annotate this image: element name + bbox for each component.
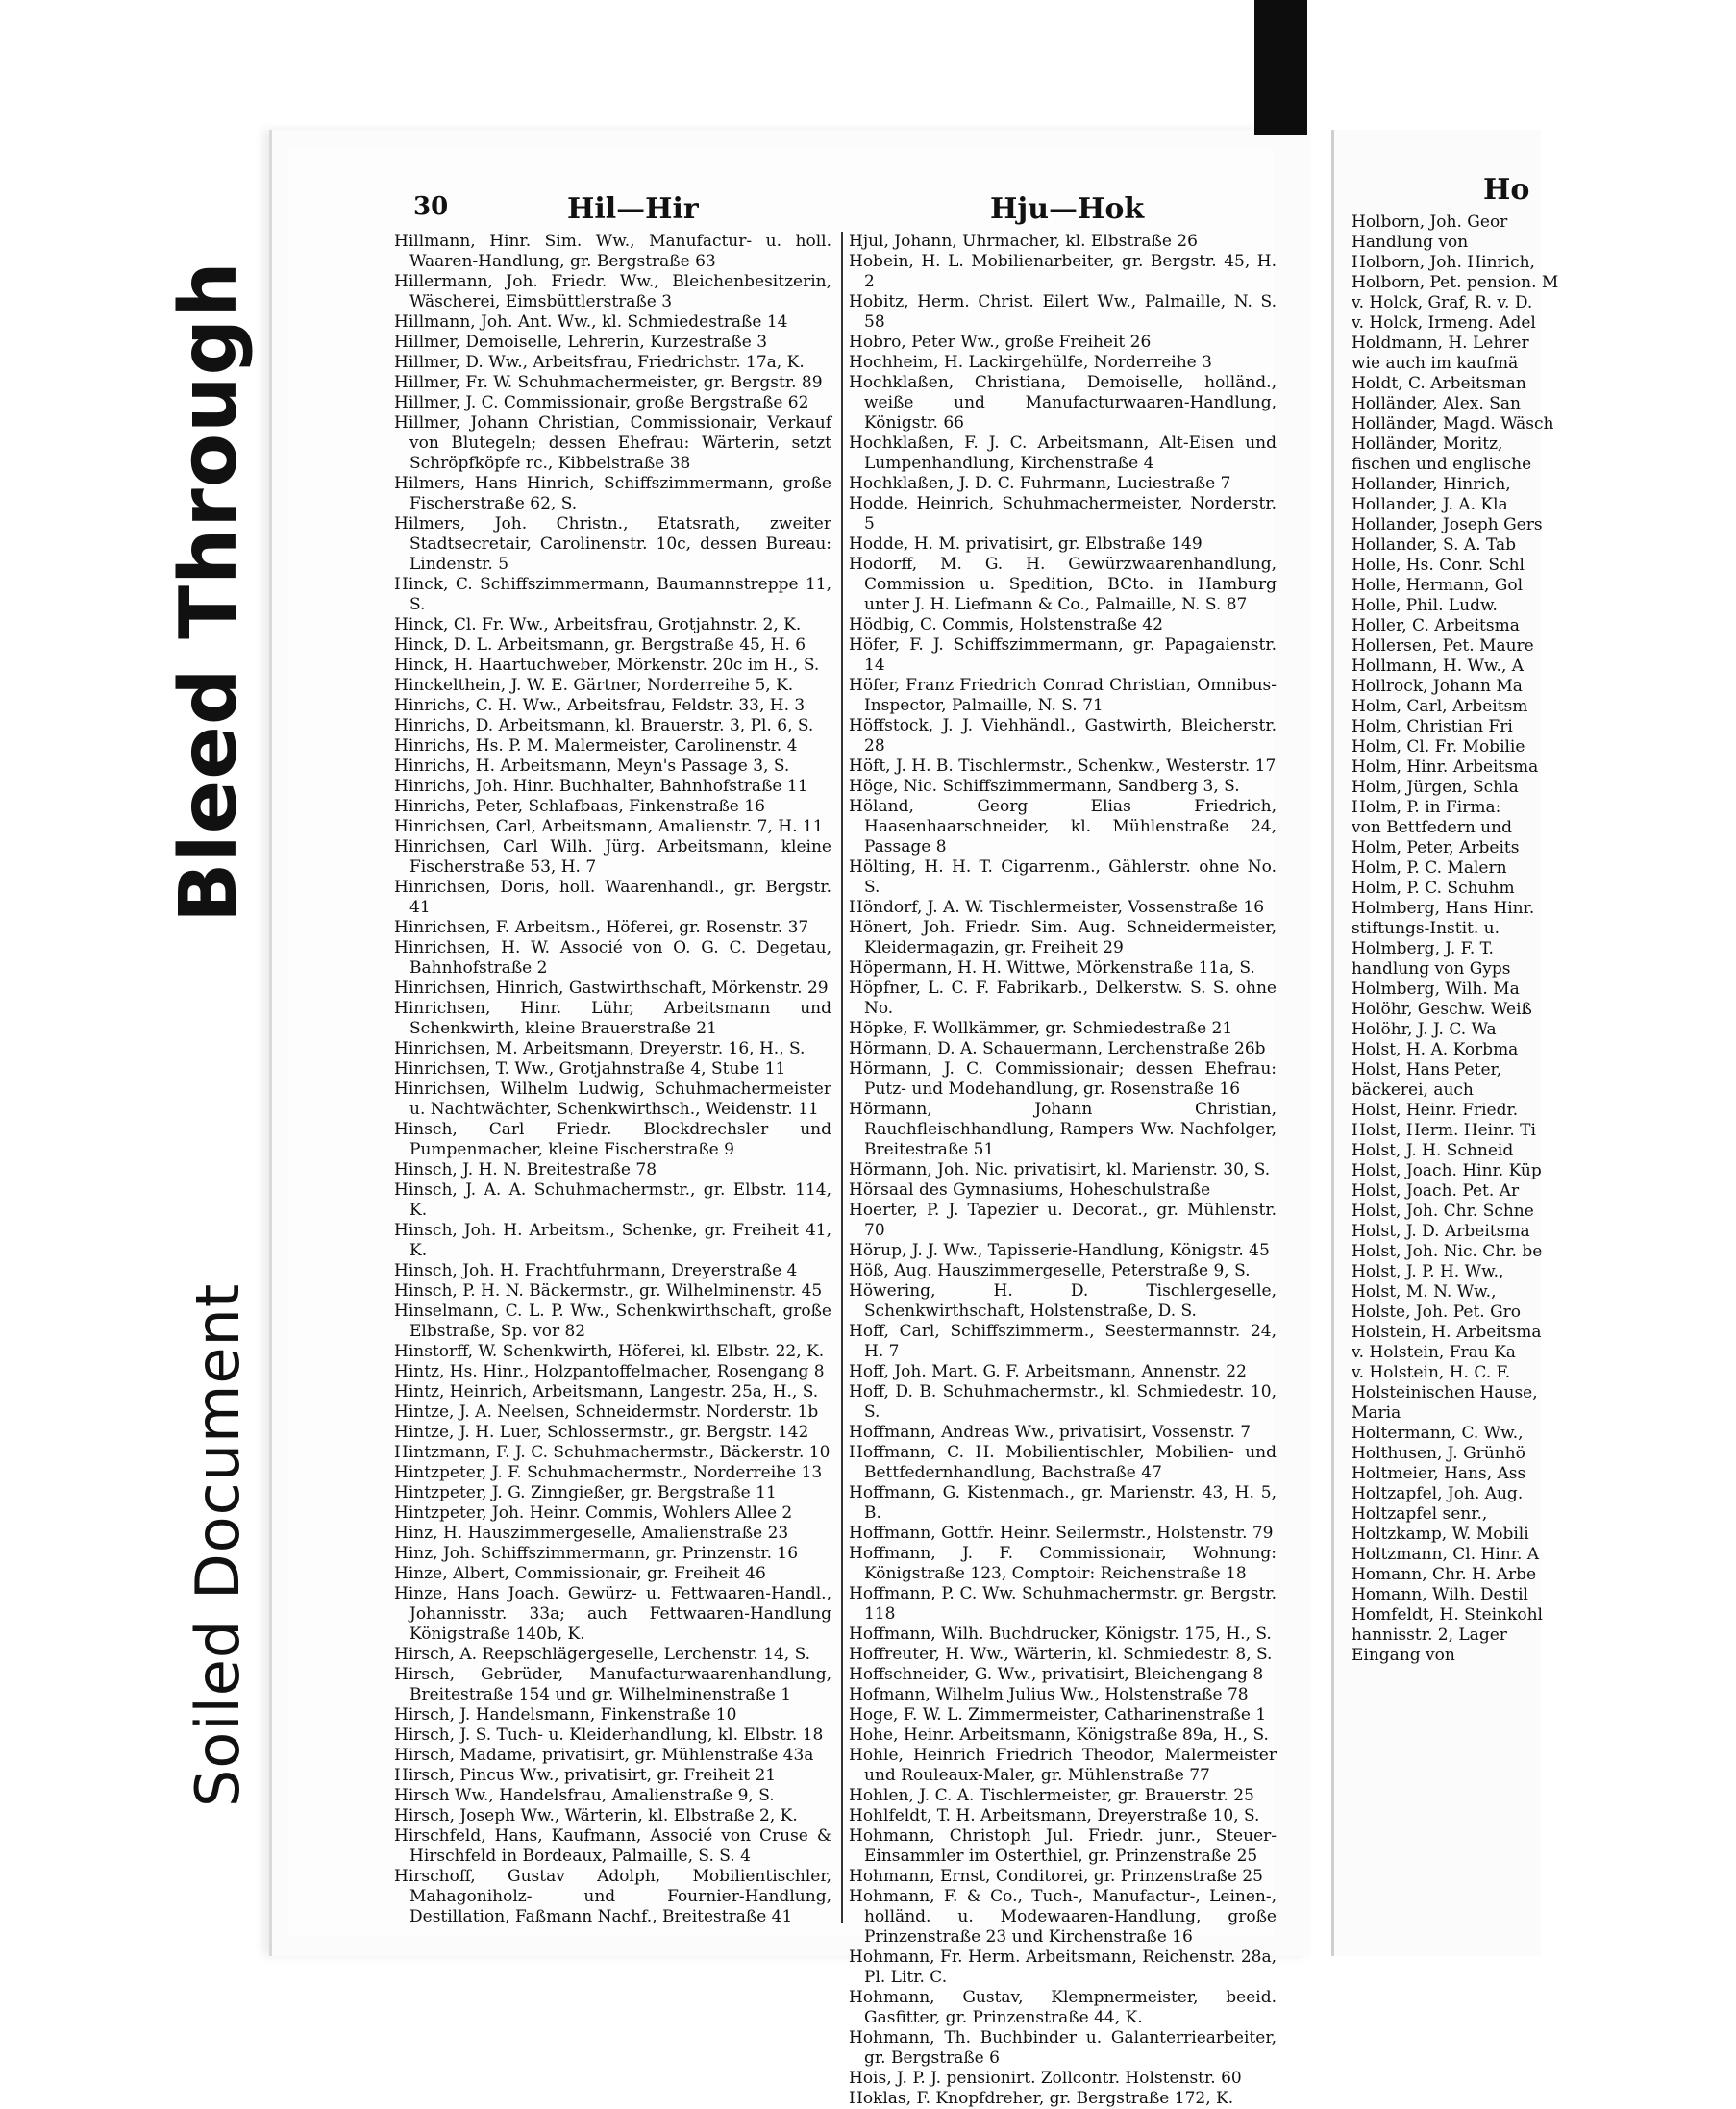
running-header-left: Hil—Hir: [567, 192, 699, 226]
directory-entry: Holm, P. C. Schuhm: [1352, 879, 1515, 898]
directory-entry: Hinck, C. Schiffszimmermann, Baumannstreppe 11, S.: [394, 575, 831, 614]
directory-column-next-page: [1352, 212, 1736, 1666]
directory-entry: hannisstr. 2, Lager: [1352, 1625, 1507, 1645]
directory-entry: Hinstorff, W. Schenkwirth, Höferei, kl. Elbstr. 22, K.: [394, 1342, 825, 1361]
directory-entry: Hohlfeldt, T. H. Arbeitsmann, Dreyerstraße 10, S.: [849, 1806, 1260, 1825]
directory-entry: Höß, Aug. Hauszimmergeselle, Peterstraße 9, S.: [849, 1261, 1251, 1280]
directory-entry: Holle, Hs. Conr. Schl: [1352, 556, 1525, 575]
directory-entry: Hinz, Joh. Schiffszimmermann, gr. Prinzenstr. 16: [394, 1544, 799, 1563]
directory-entry: Höland, Georg Elias Friedrich, Haasenhaarschneider, kl. Mühlenstraße 24, Passage 8: [849, 797, 1277, 856]
directory-entry: Hillmer, Fr. W. Schuhmachermeister, gr. Bergstr. 89: [394, 373, 823, 392]
directory-entry: Hoffmann, C. H. Mobilientischler, Mobilien- und Bettfedernhandlung, Bachstraße 47: [849, 1443, 1277, 1482]
directory-entry: Hilmers, Joh. Christn., Etatsrath, zweiter Stadtsecretair, Carolinenstr. 10c, dessen Bureau: Lindenstr. 5: [394, 514, 831, 574]
directory-entry: Hintz, Heinrich, Arbeitsmann, Langestr. 25a, H., S.: [394, 1382, 819, 1402]
directory-entry: Hoffmann, P. C. Ww. Schuhmachermstr. gr. Bergstr. 118: [849, 1584, 1277, 1624]
directory-entry: v. Holck, Irmeng. Adel: [1352, 313, 1536, 333]
directory-entry: Hollander, S. A. Tab: [1352, 535, 1516, 555]
directory-entry: Hillmer, D. Ww., Arbeitsfrau, Friedrichstr. 17a, K.: [394, 353, 805, 372]
directory-entry: Holtzmann, Cl. Hinr. A: [1352, 1545, 1540, 1564]
directory-entry: Holthusen, J. Grünhö: [1352, 1444, 1525, 1463]
running-header-right: Hju—Hok: [990, 192, 1145, 226]
directory-entry: Höpermann, H. H. Wittwe, Mörkenstraße 11a, S.: [849, 958, 1255, 978]
directory-entry: Hinrichsen, T. Ww., Grotjahnstraße 4, Stube 11: [394, 1059, 786, 1079]
directory-entry: Hinrichsen, Carl, Arbeitsmann, Amalienstr. 7, H. 11: [394, 817, 824, 836]
directory-entry: Hollander, J. A. Kla: [1352, 495, 1508, 514]
directory-entry: Holtermann, C. Ww.,: [1352, 1424, 1524, 1443]
directory-entry: Holm, P. C. Malern: [1352, 858, 1507, 878]
directory-entry: Hinrichsen, M. Arbeitsmann, Dreyerstr. 16, H., S.: [394, 1039, 806, 1058]
directory-entry: Hinsch, Carl Friedr. Blockdrechsler und Pumpenmacher, kleine Fischerstraße 9: [394, 1120, 831, 1159]
directory-entry: Hintzpeter, J. F. Schuhmachermstr., Norderreihe 13: [394, 1463, 823, 1482]
book-edge-shadow: [1254, 0, 1307, 135]
directory-entry: Hinsch, J. H. N. Breitestraße 78: [394, 1160, 657, 1179]
directory-entry: Hintzpeter, J. G. Zinngießer, gr. Bergstraße 11: [394, 1483, 777, 1502]
directory-entry: Hohmann, F. & Co., Tuch-, Manufactur-, Leinen-, holländ. u. Modewaaren-Handlung, große Prinzenstraße 23 und Kirchenstraße 16: [849, 1887, 1277, 1947]
directory-entry: Hinsch, Joh. H. Arbeitsm., Schenke, gr. Freiheit 41, K.: [394, 1221, 831, 1260]
directory-entry: Hollrock, Johann Ma: [1352, 677, 1523, 696]
directory-entry: Holmberg, Wilh. Ma: [1352, 980, 1520, 999]
directory-entry: Hirsch, Gebrüder, Manufacturwaarenhandlung, Breitestraße 154 und gr. Wilhelminenstraße 1: [394, 1665, 831, 1704]
directory-entry: Hoffmann, G. Kistenmach., gr. Marienstr. 43, H. 5, B.: [849, 1483, 1277, 1523]
directory-entry: Holstein, H. Arbeitsma: [1352, 1323, 1542, 1342]
directory-entry: Hillmer, Johann Christian, Commissionair, Verkauf von Blutegeln; dessen Ehefrau: Wärterin, setzt Schröpfköpfe rc., Kibbelstraße 38: [394, 413, 831, 473]
directory-entry: Hochklaßen, Christiana, Demoiselle, holländ., weiße und Manufacturwaaren-Handlung, Königstr. 66: [849, 373, 1277, 433]
directory-entry: Hinrichsen, Carl Wilh. Jürg. Arbeitsmann, kleine Fischerstraße 53, H. 7: [394, 837, 831, 877]
directory-entry: Hodde, H. M. privatisirt, gr. Elbstraße 149: [849, 534, 1203, 554]
directory-entry: Holdt, C. Arbeitsman: [1352, 374, 1526, 393]
directory-entry: Hilmers, Hans Hinrich, Schiffszimmermann, große Fischerstraße 62, S.: [394, 474, 831, 513]
directory-entry: Hirsch, J. Handelsmann, Finkenstraße 10: [394, 1705, 737, 1724]
directory-entry: Hofmann, Wilhelm Julius Ww., Holstenstraße 78: [849, 1685, 1249, 1704]
directory-entry: Holst, Joh. Chr. Schne: [1352, 1202, 1534, 1221]
directory-entry: Hinsch, P. H. N. Bäckermstr., gr. Wilhelminenstr. 45: [394, 1281, 823, 1301]
directory-entry: Holborn, Joh. Geor: [1352, 212, 1508, 232]
directory-entry: Hohle, Heinrich Friedrich Theodor, Malermeister und Rouleaux-Maler, gr. Mühlenstraße 77: [849, 1746, 1277, 1785]
directory-entry: Hinze, Hans Joach. Gewürz- u. Fettwaaren-Handl., Johannisstr. 33a; auch Fettwaaren-Handlung Königstraße 140b, K.: [394, 1584, 831, 1644]
directory-entry: Hoffschneider, G. Ww., privatisirt, Bleichengang 8: [849, 1665, 1264, 1684]
directory-entry: Homann, Chr. H. Arbe: [1352, 1565, 1537, 1584]
directory-entry: Holborn, Pet. pension. M: [1352, 273, 1559, 292]
directory-entry: Hinrichs, H. Arbeitsmann, Meyn's Passage 3, S.: [394, 757, 790, 776]
directory-entry: Hirschoff, Gustav Adolph, Mobilientischler, Mahagoniholz- und Fournier-Handlung, Destillation, Faßmann Nachf., Breitestraße 41: [394, 1867, 831, 1926]
directory-entry: Hinrichsen, F. Arbeitsm., Höferei, gr. Rosenstr. 37: [394, 918, 809, 937]
directory-entry: bäckerei, auch: [1352, 1080, 1474, 1100]
directory-entry: Holtzkamp, W. Mobili: [1352, 1525, 1529, 1544]
directory-entry: Hoffmann, Andreas Ww., privatisirt, Vossenstr. 7: [849, 1423, 1252, 1442]
next-page-header: Ho: [1483, 173, 1530, 207]
directory-entry: Holm, Christian Fri: [1352, 717, 1513, 736]
directory-entry: Höft, J. H. B. Tischlermstr., Schenkw., Westerstr. 17: [849, 757, 1277, 776]
next-page-fragment: [1331, 130, 1559, 1956]
directory-entry: Hintzmann, F. J. C. Schuhmachermstr., Bäckerstr. 10: [394, 1443, 831, 1462]
directory-entry: Holländer, Moritz,: [1352, 434, 1503, 454]
directory-entry: Hinrichsen, Hinr. Lühr, Arbeitsmann und Schenkwirth, kleine Brauerstraße 21: [394, 999, 831, 1038]
page-number: 30: [413, 192, 449, 221]
directory-entry: handlung von Gyps: [1352, 959, 1511, 979]
directory-entry: von Bettfedern und: [1352, 818, 1512, 837]
directory-entry: Holborn, Joh. Hinrich,: [1352, 253, 1535, 272]
directory-entry: Hinze, Albert, Commissionair, gr. Freiheit 46: [394, 1564, 766, 1583]
bleed-through-label: Bleed Through: [163, 261, 255, 923]
directory-entry: Hinsch, Joh. H. Frachtfuhrmann, Dreyerstraße 4: [394, 1261, 798, 1280]
directory-entry: v. Holstein, H. C. F.: [1352, 1363, 1511, 1382]
directory-entry: Homfeldt, H. Steinkohl: [1352, 1605, 1543, 1625]
directory-entry: Holtzapfel, Joh. Aug.: [1352, 1484, 1524, 1503]
directory-entry: Hillmer, Demoiselle, Lehrerin, Kurzestraße 3: [394, 333, 768, 352]
directory-entry: Hinckelthein, J. W. E. Gärtner, Norderreihe 5, K.: [394, 676, 794, 695]
directory-entry: Holm, Cl. Fr. Mobilie: [1352, 737, 1525, 757]
directory-entry: Hinz, H. Hauszimmergeselle, Amalienstraße 23: [394, 1524, 789, 1543]
directory-entry: Holdmann, H. Lehrer: [1352, 334, 1529, 353]
directory-entry: Hirsch, Madame, privatisirt, gr. Mühlenstraße 43a: [394, 1746, 814, 1765]
directory-entry: Hochklaßen, J. D. C. Fuhrmann, Luciestraße 7: [849, 474, 1231, 493]
directory-entry: Hollander, Joseph Gers: [1352, 515, 1543, 534]
directory-entry: Holle, Hermann, Gol: [1352, 576, 1524, 595]
directory-entry: Eingang von: [1352, 1646, 1455, 1665]
directory-entry: Hinck, D. L. Arbeitsmann, gr. Bergstraße 45, H. 6: [394, 635, 806, 655]
directory-entry: Hinselmann, C. L. P. Ww., Schenkwirthschaft, große Elbstraße, Sp. vor 82: [394, 1302, 831, 1341]
directory-entry: Hochklaßen, F. J. C. Arbeitsmann, Alt-Eisen und Lumpenhandlung, Kirchenstraße 4: [849, 434, 1277, 473]
directory-entry: Hoge, F. W. L. Zimmermeister, Catharinenstraße 1: [849, 1705, 1267, 1724]
directory-entry: Maria: [1352, 1403, 1401, 1423]
directory-entry: Hoklas, F. Knopfdreher, gr. Bergstraße 172, K.: [849, 2089, 1234, 2108]
directory-entry: Holmberg, Hans Hinr.: [1352, 899, 1535, 918]
directory-entry: Holst, Herm. Heinr. Ti: [1352, 1121, 1536, 1140]
directory-entry: Hörmann, J. C. Commissionair; dessen Ehefrau: Putz- und Modehandlung, gr. Rosenstraße 16: [849, 1059, 1277, 1099]
soiled-document-label: Soiled Document: [183, 1282, 253, 1807]
directory-entry: Hinck, Cl. Fr. Ww., Arbeitsfrau, Grotjahnstr. 2, K.: [394, 615, 802, 634]
directory-entry: Hinrichsen, Doris, holl. Waarenhandl., gr. Bergstr. 41: [394, 878, 831, 917]
directory-entry: Hörup, J. J. Ww., Tapisserie-Handlung, Königstr. 45: [849, 1241, 1270, 1260]
directory-column-left: [394, 232, 831, 1927]
directory-entry: Höffstock, J. J. Viehhändl., Gastwirth, Bleicherstr. 28: [849, 716, 1277, 756]
directory-entry: Hochheim, H. Lackirgehülfe, Norderreihe 3: [849, 353, 1212, 372]
directory-entry: Höge, Nic. Schiffszimmermann, Sandberg 3, S.: [849, 777, 1240, 796]
directory-entry: Hobro, Peter Ww., große Freiheit 26: [849, 333, 1152, 352]
directory-entry: Hintze, J. H. Luer, Schlossermstr., gr. Bergstr. 142: [394, 1423, 809, 1442]
directory-entry: Holländer, Magd. Wäsch: [1352, 414, 1554, 434]
directory-entry: Hirsch, Pincus Ww., privatisirt, gr. Freiheit 21: [394, 1766, 777, 1785]
directory-entry: fischen und englische: [1352, 455, 1532, 474]
directory-entry: Hirsch Ww., Handelsfrau, Amalienstraße 9, S.: [394, 1786, 775, 1805]
directory-entry: Hillmann, Hinr. Sim. Ww., Manufactur- u. holl. Waaren-Handlung, gr. Bergstraße 63: [394, 232, 831, 271]
directory-entry: Hinck, H. Haartuchweber, Mörkenstr. 20c im H., S.: [394, 656, 820, 675]
directory-entry: Holst, J. P. H. Ww.,: [1352, 1262, 1504, 1281]
directory-entry: wie auch im kaufmä: [1352, 354, 1519, 373]
directory-entry: Hjul, Johann, Uhrmacher, kl. Elbstraße 26: [849, 232, 1198, 251]
directory-entry: Hödbig, C. Commis, Holstenstraße 42: [849, 615, 1163, 634]
directory-entry: Holländer, Alex. San: [1352, 394, 1521, 413]
directory-entry: Hohlen, J. C. A. Tischlermeister, gr. Brauerstr. 25: [849, 1786, 1254, 1805]
directory-entry: Holst, Joh. Nic. Chr. be: [1352, 1242, 1543, 1261]
directory-entry: Hinrichs, Peter, Schlafbaas, Finkenstraße 16: [394, 797, 765, 816]
directory-entry: Hörmann, Johann Christian, Rauchfleischhandlung, Rampers Ww. Nachfolger, Breitestraße 51: [849, 1100, 1277, 1159]
directory-entry: Hintz, Hs. Hinr., Holzpantoffelmacher, Rosengang 8: [394, 1362, 825, 1381]
directory-entry: Hintze, J. A. Neelsen, Schneidermstr. Norderstr. 1b: [394, 1402, 819, 1422]
directory-entry: Höpke, F. Wollkämmer, gr. Schmiedestraße 21: [849, 1019, 1233, 1038]
directory-entry: Holst, Joach. Pet. Ar: [1352, 1181, 1520, 1201]
directory-entry: Holm, Peter, Arbeits: [1352, 838, 1520, 857]
directory-entry: v. Holck, Graf, R. v. D.: [1352, 293, 1533, 312]
directory-entry: Holm, Hinr. Arbeitsma: [1352, 757, 1539, 777]
directory-entry: Hobitz, Herm. Christ. Eilert Ww., Palmaille, N. S. 58: [849, 292, 1277, 332]
directory-entry: Holler, C. Arbeitsma: [1352, 616, 1520, 635]
directory-entry: Holst, Joach. Hinr. Küp: [1352, 1161, 1542, 1180]
directory-column-right: [841, 232, 1277, 2108]
directory-entry: Höpfner, L. C. F. Fabrikarb., Delkerstw. S. S. ohne No.: [849, 979, 1277, 1018]
directory-entry: Holöhr, Geschw. Weiß: [1352, 1000, 1532, 1019]
directory-entry: Holst, H. A. Korbma: [1352, 1040, 1519, 1059]
directory-entry: Hölting, H. H. T. Cigarrenm., Gählerstr. ohne No. S.: [849, 857, 1277, 897]
directory-entry: Holsteinischen Hause,: [1352, 1383, 1538, 1402]
directory-entry: Hoff, Carl, Schiffszimmerm., Seestermannstr. 24, H. 7: [849, 1322, 1277, 1361]
directory-entry: Hillmann, Joh. Ant. Ww., kl. Schmiedestraße 14: [394, 312, 788, 332]
directory-entry: Hillmer, J. C. Commissionair, große Bergstraße 62: [394, 393, 809, 412]
directory-entry: Holm, P. in Firma:: [1352, 798, 1501, 817]
directory-entry: Höndorf, J. A. W. Tischlermeister, Vossenstraße 16: [849, 898, 1265, 917]
directory-entry: Holtmeier, Hans, Ass: [1352, 1464, 1526, 1483]
directory-entry: Hörsaal des Gymnasiums, Hoheschulstraße: [849, 1180, 1211, 1200]
directory-entry: Holst, J. H. Schneid: [1352, 1141, 1514, 1160]
directory-entry: Hinrichs, D. Arbeitsmann, kl. Brauerstr. 3, Pl. 6, S.: [394, 716, 814, 735]
directory-entry: Hohe, Heinr. Arbeitsmann, Königstraße 89a, H., S.: [849, 1725, 1269, 1745]
directory-entry: Holst, Hans Peter,: [1352, 1060, 1502, 1079]
directory-entry: Hodde, Heinrich, Schuhmachermeister, Norderstr. 5: [849, 494, 1277, 533]
directory-entry: Hinsch, J. A. A. Schuhmachermstr., gr. Elbstr. 114, K.: [394, 1180, 831, 1220]
directory-entry: Hobein, H. L. Mobilienarbeiter, gr. Bergstr. 45, H. 2: [849, 252, 1277, 291]
directory-entry: Hoffmann, J. F. Commissionair, Wohnung: Königstraße 123, Comptoir: Reichenstraße 18: [849, 1544, 1277, 1583]
directory-entry: Höwering, H. D. Tischlergeselle, Schenkwirthschaft, Holstenstraße, D. S.: [849, 1281, 1277, 1321]
directory-entry: Hohmann, Fr. Herm. Arbeitsmann, Reichenstr. 28a, Pl. Litr. C.: [849, 1948, 1277, 1987]
directory-entry: stiftungs-Instit. u.: [1352, 919, 1500, 938]
directory-entry: Hoff, Joh. Mart. G. F. Arbeitsmann, Annenstr. 22: [849, 1362, 1247, 1381]
directory-entry: Hinrichs, C. H. Ww., Arbeitsfrau, Feldstr. 33, H. 3: [394, 696, 806, 715]
directory-entry: Hoffmann, Wilh. Buchdrucker, Königstr. 175, H., S.: [849, 1625, 1272, 1644]
directory-entry: Hirsch, Joseph Ww., Wärterin, kl. Elbstraße 2, K.: [394, 1806, 798, 1825]
directory-entry: Holste, Joh. Pet. Gro: [1352, 1303, 1522, 1322]
directory-entry: Hönert, Joh. Friedr. Sim. Aug. Schneidermeister, Kleidermagazin, gr. Freiheit 29: [849, 918, 1277, 957]
directory-entry: Hois, J. P. J. pensionirt. Zollcontr. Holstenstr. 60: [849, 2069, 1242, 2088]
directory-entry: Holtzapfel senr.,: [1352, 1504, 1488, 1524]
directory-entry: Hoffreuter, H. Ww., Wärterin, kl. Schmiedestr. 8, S.: [849, 1645, 1273, 1664]
directory-entry: Hörmann, Joh. Nic. privatisirt, kl. Marienstr. 30, S.: [849, 1160, 1271, 1179]
directory-entry: Hohmann, Th. Buchbinder u. Galanterriearbeiter, gr. Bergstraße 6: [849, 2028, 1277, 2068]
directory-entry: Holst, Heinr. Friedr.: [1352, 1101, 1519, 1120]
directory-entry: Holle, Phil. Ludw.: [1352, 596, 1498, 615]
directory-entry: Hintzpeter, Joh. Heinr. Commis, Wohlers Allee 2: [394, 1503, 793, 1523]
directory-entry: Hollmann, H. Ww., A: [1352, 657, 1525, 676]
directory-entry: Handlung von: [1352, 233, 1469, 252]
directory-entry: Hoff, D. B. Schuhmachermstr., kl. Schmiedestr. 10, S.: [849, 1382, 1277, 1422]
directory-entry: Hörmann, D. A. Schauermann, Lerchenstraße 26b: [849, 1039, 1266, 1058]
directory-entry: Holöhr, J. J. C. Wa: [1352, 1020, 1497, 1039]
directory-entry: Hohmann, Gustav, Klempnermeister, beeid. Gasfitter, gr. Prinzenstraße 44, K.: [849, 1988, 1277, 2027]
directory-entry: Hoerter, P. J. Tapezier u. Decorat., gr. Mühlenstr. 70: [849, 1201, 1277, 1240]
directory-entry: Hirsch, J. S. Tuch- u. Kleiderhandlung, kl. Elbstr. 18: [394, 1725, 824, 1745]
directory-entry: v. Holstein, Frau Ka: [1352, 1343, 1516, 1362]
directory-entry: Hinrichs, Hs. P. M. Malermeister, Carolinenstr. 4: [394, 736, 798, 756]
directory-entry: Hinrichsen, Hinrich, Gastwirthschaft, Mörkenstr. 29: [394, 979, 829, 998]
directory-entry: Hinrichs, Joh. Hinr. Buchhalter, Bahnhofstraße 11: [394, 777, 808, 796]
directory-entry: Hirsch, A. Reepschlägergeselle, Lerchenstr. 14, S.: [394, 1645, 811, 1664]
directory-entry: Homann, Wilh. Destil: [1352, 1585, 1528, 1604]
directory-entry: Holm, Carl, Arbeitsm: [1352, 697, 1528, 716]
directory-entry: Höfer, Franz Friedrich Conrad Christian, Omnibus-Inspector, Palmaille, N. S. 71: [849, 676, 1277, 715]
directory-entry: Hollersen, Pet. Maure: [1352, 636, 1534, 656]
directory-entry: Holst, J. D. Arbeitsma: [1352, 1222, 1530, 1241]
directory-entry: Holmberg, J. F. T.: [1352, 939, 1494, 958]
directory-entry: Hollander, Hinrich,: [1352, 475, 1511, 494]
directory-page: [288, 149, 1277, 2108]
directory-entry: Holst, M. N. Ww.,: [1352, 1282, 1497, 1302]
directory-entry: Hodorff, M. G. H. Gewürzwaarenhandlung, Commission u. Spedition, BCto. in Hamburg unter J. H. Liefmann & Co., Palmaille, N. S. 87: [849, 555, 1277, 614]
directory-entry: Höfer, F. J. Schiffszimmermann, gr. Papagaienstr. 14: [849, 635, 1277, 675]
directory-entry: Hohmann, Christoph Jul. Friedr. junr., Steuer-Einsammler im Osterthiel, gr. Prinzenstraße 25: [849, 1826, 1277, 1866]
directory-entry: Hoffmann, Gottfr. Heinr. Seilermstr., Holstenstr. 79: [849, 1524, 1274, 1543]
directory-entry: Hohmann, Ernst, Conditorei, gr. Prinzenstraße 25: [849, 1867, 1263, 1886]
directory-entry: Hinrichsen, Wilhelm Ludwig, Schuhmachermeister u. Nachtwächter, Schenkwirthsch., Weidenstr. 11: [394, 1079, 831, 1119]
directory-entry: Hinrichsen, H. W. Associé von O. G. C. Degetau, Bahnhofstraße 2: [394, 938, 831, 978]
directory-entry: Holm, Jürgen, Schla: [1352, 778, 1519, 797]
directory-entry: Hillermann, Joh. Friedr. Ww., Bleichenbesitzerin, Wäscherei, Eimsbüttlerstraße 3: [394, 272, 831, 311]
directory-entry: Hirschfeld, Hans, Kaufmann, Associé von Cruse & Hirschfeld in Bordeaux, Palmaille, S. S. 4: [394, 1826, 831, 1866]
